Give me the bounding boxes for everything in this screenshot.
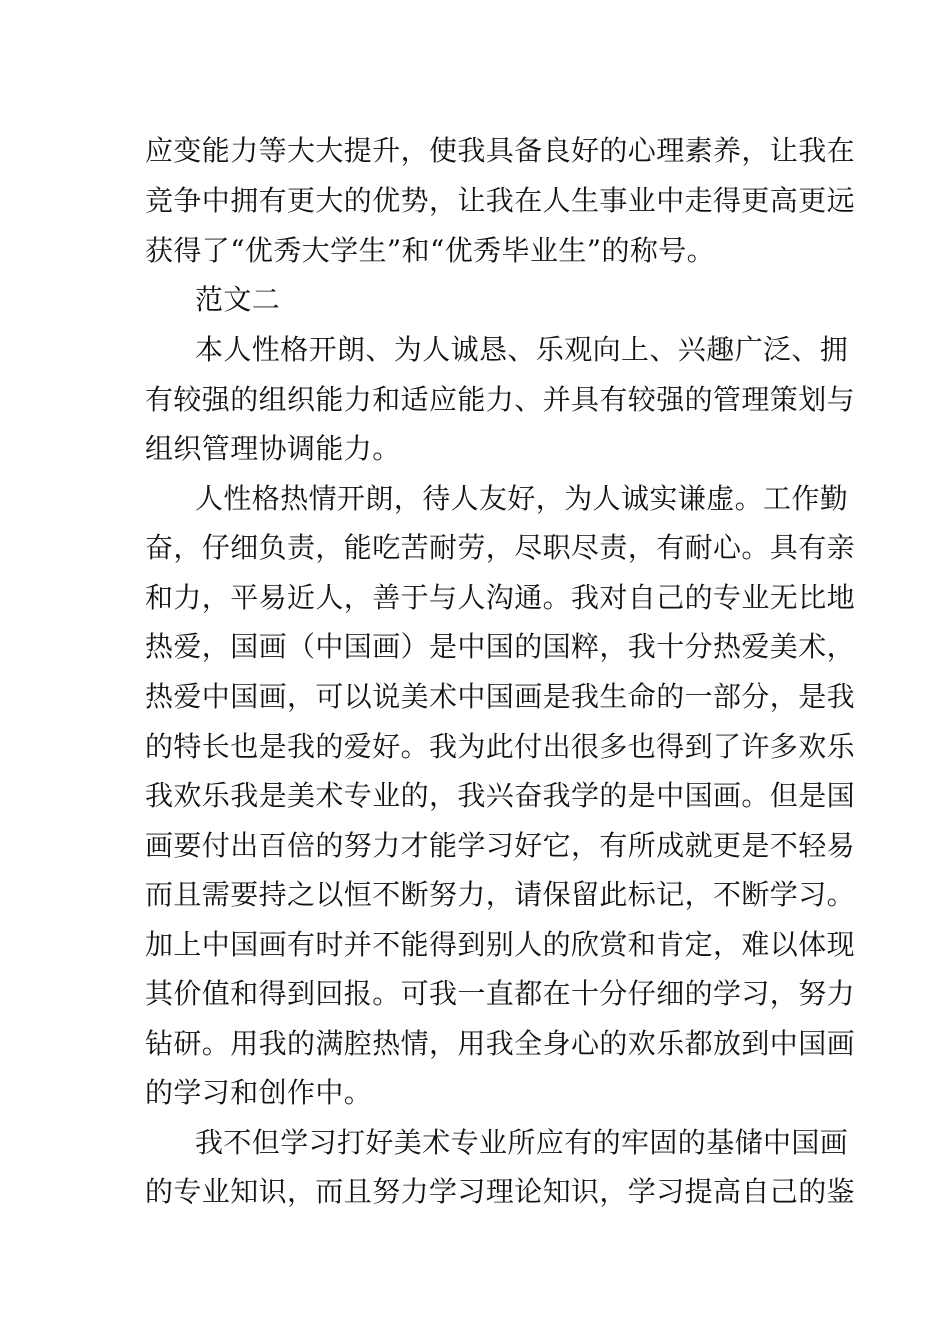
text-line-1: 应变能力等大大提升，使我具备良好的心理素养，让我在 xyxy=(145,134,856,167)
text-line-8: 人性格热情开朗，待人友好，为人诚实谦虚。工作勤 xyxy=(195,482,849,515)
text-line-18: 其价值和得到回报。可我一直都在十分仔细的学习，努力 xyxy=(145,977,856,1010)
text-line-17: 加上中国画有时并不能得到别人的欣赏和肯定，难以体现 xyxy=(145,928,856,961)
text-line-7: 组织管理协调能力。 xyxy=(145,432,401,465)
text-line-20: 的学习和创作中。 xyxy=(145,1076,373,1109)
text-line-9: 奋，仔细负责，能吃苦耐劳，尽职尽责，有耐心。具有亲 xyxy=(145,531,856,564)
text-line-11: 热爱，国画（中国画）是中国的国粹，我十分热爱美术， xyxy=(145,630,856,663)
text-line-16: 而且需要持之以恒不断努力，请保留此标记，不断学习。 xyxy=(145,878,856,911)
text-line-5: 本人性格开朗、为人诚恳、乐观向上、兴趣广泛、拥 xyxy=(195,333,849,366)
text-line-19: 钻研。用我的满腔热情，用我全身心的欢乐都放到中国画 xyxy=(145,1027,856,1060)
text-line-12: 热爱中国画，可以说美术中国画是我生命的一部分，是我 xyxy=(145,680,856,713)
text-line-3: 获得了“优秀大学生”和“优秀毕业生”的称号。 xyxy=(145,234,716,267)
text-line-21: 我不但学习打好美术专业所应有的牢固的基储中国画 xyxy=(195,1126,849,1159)
text-line-6: 有较强的组织能力和适应能力、并具有较强的管理策划与 xyxy=(145,383,856,416)
text-line-15: 画要付出百倍的努力才能学习好它，有所成就更是不轻易 xyxy=(145,829,856,862)
text-line-10: 和力，平易近人，善于与人沟通。我对自己的专业无比地 xyxy=(145,581,856,614)
text-line-14: 我欢乐我是美术专业的，我兴奋我学的是中国画。但是国 xyxy=(145,779,856,812)
text-line-22: 的专业知识，而且努力学习理论知识，学习提高自己的鉴 xyxy=(145,1175,856,1208)
section-heading: 范文二 xyxy=(195,283,281,316)
text-line-13: 的特长也是我的爱好。我为此付出很多也得到了许多欢乐 xyxy=(145,730,856,763)
text-line-2: 竞争中拥有更大的优势，让我在人生事业中走得更高更远 xyxy=(145,184,856,217)
